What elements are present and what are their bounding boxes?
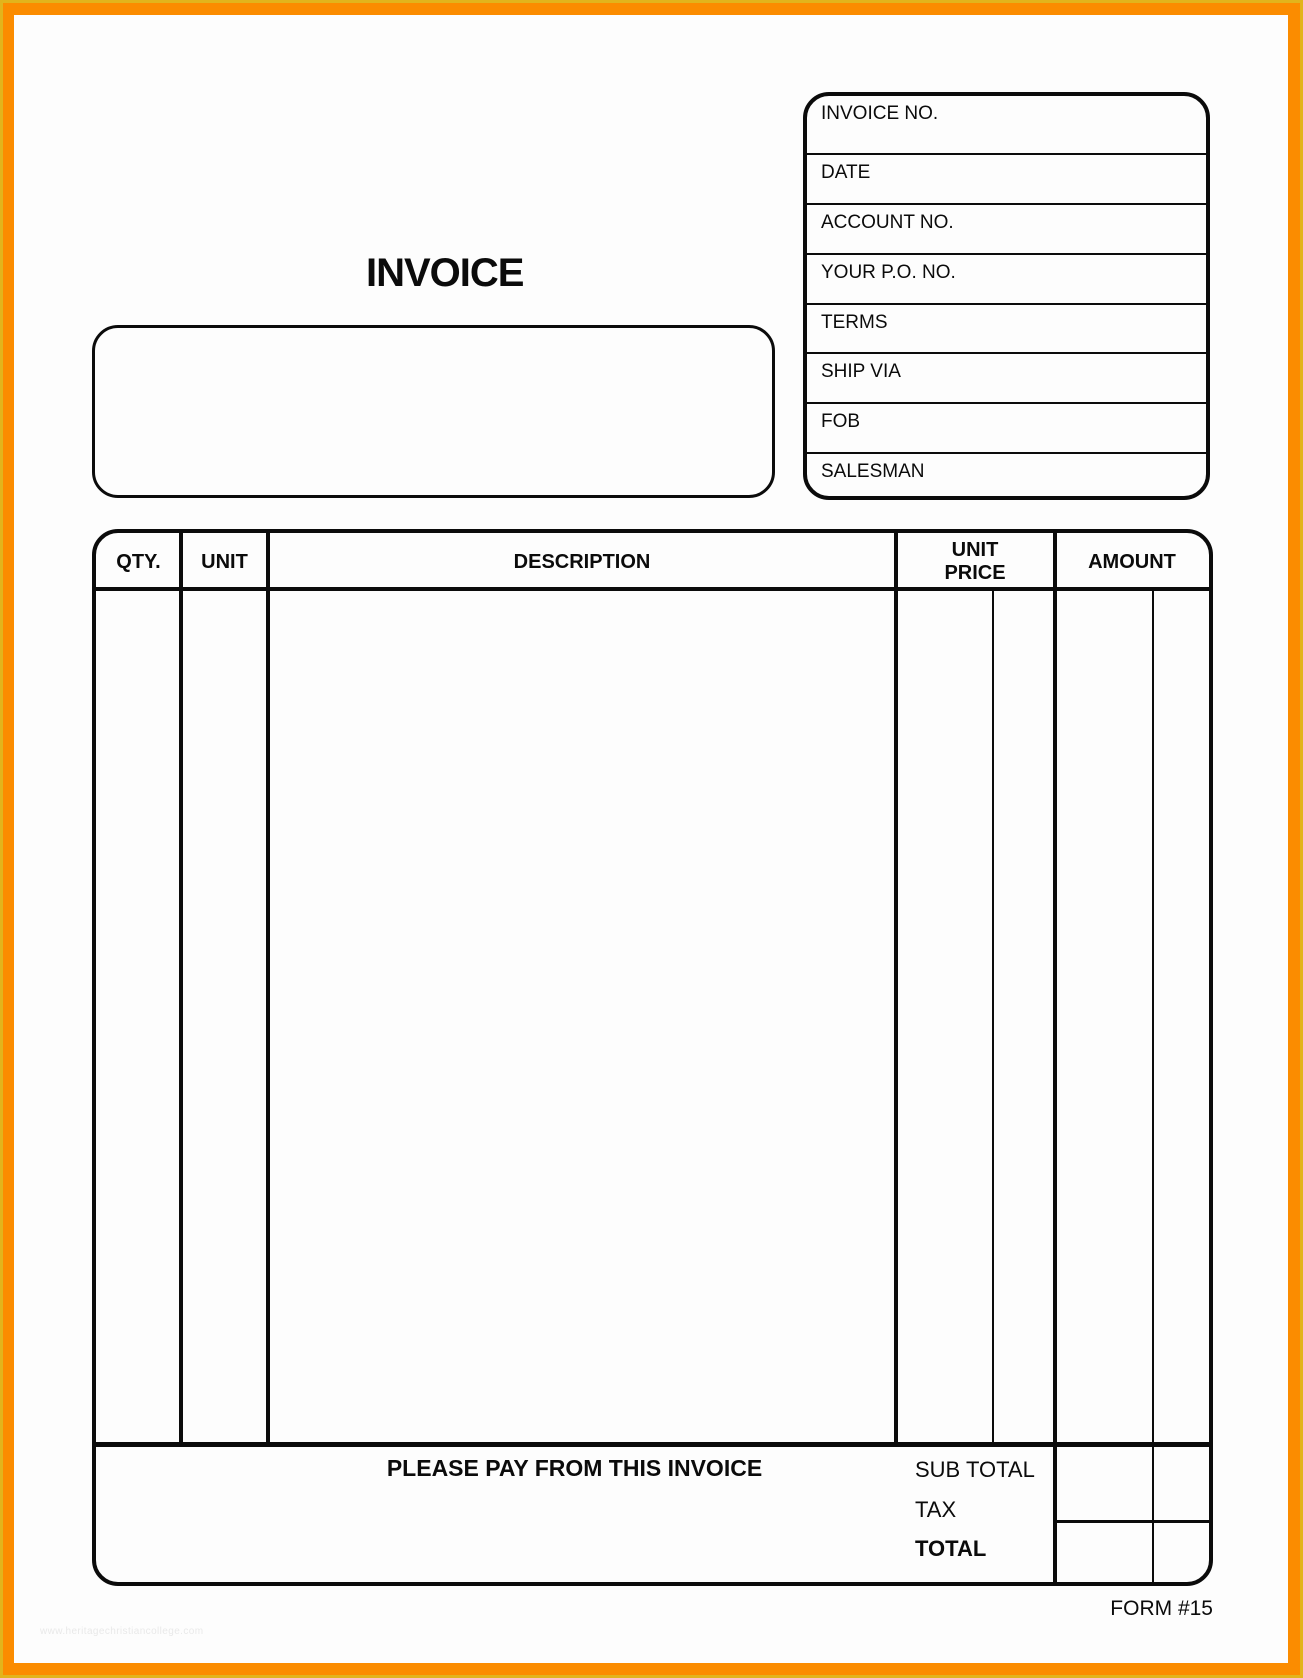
field-invoice-no[interactable] xyxy=(807,96,1206,153)
tax-label: TAX xyxy=(915,1497,957,1522)
invoice-meta-box xyxy=(803,92,1210,500)
field-ship-via[interactable] xyxy=(807,352,1206,402)
col-header-amount: AMOUNT xyxy=(1088,550,1176,573)
line-items-table xyxy=(92,529,1213,1586)
invoice-sheet xyxy=(14,15,1288,1663)
total-amount-cell[interactable] xyxy=(1053,1523,1209,1582)
field-fob-label: FOB xyxy=(821,411,861,432)
subtotal-label: SUB TOTAL xyxy=(915,1457,1035,1482)
field-po-no-label: YOUR P.O. NO. xyxy=(821,262,956,283)
col-header-qty: QTY. xyxy=(116,550,161,573)
page-title: INVOICE xyxy=(366,251,524,295)
line-items-entry-area[interactable] xyxy=(96,591,1053,1442)
field-fob[interactable] xyxy=(807,402,1206,452)
field-po-no[interactable] xyxy=(807,253,1206,303)
field-account-no[interactable] xyxy=(807,203,1206,253)
total-label: TOTAL xyxy=(915,1536,987,1561)
field-salesman-label: SALESMAN xyxy=(821,461,925,482)
field-ship-via-label: SHIP VIA xyxy=(821,361,901,382)
field-terms[interactable] xyxy=(807,303,1206,352)
field-date[interactable] xyxy=(807,153,1206,203)
field-salesman[interactable] xyxy=(807,452,1206,496)
divider-body-bottom xyxy=(96,1442,1209,1447)
amount-entry-area[interactable] xyxy=(1053,591,1209,1442)
bill-to-address-box[interactable] xyxy=(92,325,775,498)
col-header-unit-price: UNIT PRICE xyxy=(944,539,1006,584)
field-invoice-no-label: INVOICE NO. xyxy=(821,103,939,124)
pay-from-invoice-message: PLEASE PAY FROM THIS INVOICE xyxy=(386,1455,763,1481)
field-terms-label: TERMS xyxy=(821,312,888,333)
subtotal-tax-amount-cell[interactable] xyxy=(1053,1447,1209,1520)
field-date-label: DATE xyxy=(821,162,871,183)
field-account-no-label: ACCOUNT NO. xyxy=(821,212,954,233)
col-header-description: DESCRIPTION xyxy=(513,550,651,573)
watermark: www.heritagechristiancollege.com xyxy=(40,1626,204,1637)
col-header-unit: UNIT xyxy=(201,550,248,573)
form-number: FORM #15 xyxy=(1110,1597,1213,1620)
